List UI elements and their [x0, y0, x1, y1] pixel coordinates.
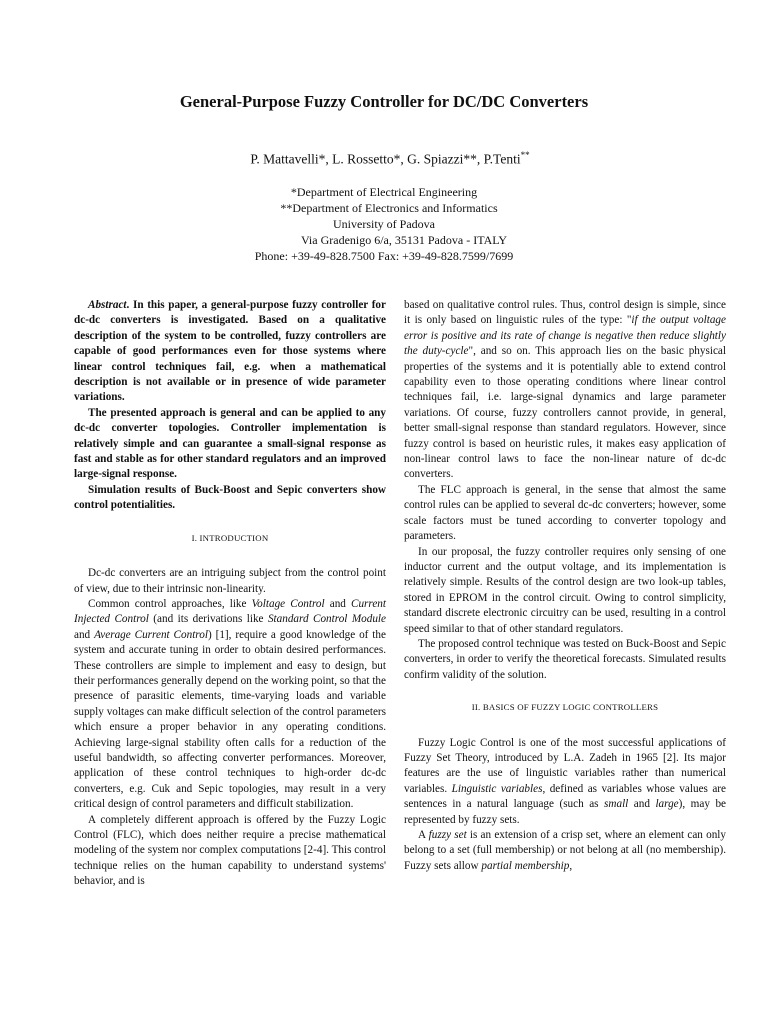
affiliation-line: *Department of Electrical Engineering — [290, 185, 478, 199]
left-column — [74, 298, 386, 890]
affiliation-line: Phone: +39-49-828.7500 Fax: +39-49-828.7599/7699 — [254, 249, 514, 263]
section-heading-introduction: I. INTRODUCTION — [191, 532, 269, 543]
abstract-paragraph: The presented approach is general and can be applied to any dc-dc converter topologies. Controller implementation is relatively simple and can guarantee a small-signal response as fast and stable as for other standard regulators and an improved large-signal response. — [74, 406, 386, 481]
body-paragraph: based on qualitative control rules. Thus, control design is simple, since it is only based on linguistic rules of the type: "if the output voltage error is positive and its rate of change is negative then reduce slightly the duty-cycle", and so on. This approach lies on the basic physical properties of the systems and it is potentially able to extend control capability even to those operating conditions where linear control techniques fail, i.e. large-signal dynamics and large parameter variations. Of course, fuzzy controllers cannot provide, in general, better small-signal response than standard regulators. However, since fuzzy control is based on heuristic rules, it makes easy application of non-linear control laws to face the non-linear nature of dc-dc converters. — [404, 299, 727, 481]
body-paragraph: A fuzzy set is an extension of a crisp set, where an element can only belong to a set (full membership) or not belong at all (no membership). Fuzzy sets allow partial membership, — [404, 829, 726, 872]
body-paragraph: Dc-dc converters are an intriguing subject from the control point of view, due to their intrinsic non-linearity. — [74, 567, 386, 595]
affiliation-line: Via Gradenigo 6/a, 35131 Padova - ITALY — [300, 233, 508, 247]
body-paragraph: The FLC approach is general, in the sense that almost the same control rules can be applied to several dc-dc converters; however, some scale factors must be tuned according to converter topology and parameters. — [404, 483, 726, 543]
right-column — [404, 298, 726, 874]
abstract — [74, 298, 386, 514]
paper-authors — [0, 150, 768, 168]
author-list: P. Mattavelli*, L. Rossetto*, G. Spiazzi**, P.Tenti — [250, 151, 521, 167]
body-paragraph: The proposed control technique was tested on Buck-Boost and Sepic converters, in order to verify the theoretical forecasts. Simulated results confirm validity of the solution. — [404, 637, 726, 681]
body-paragraph: In our proposal, the fuzzy controller requires only sensing of one inductor current and the output voltage, and its implementation is relatively simple. Results of the control design are two look-up tables, stored in EPROM in the control circuit. Owing to control simplicity, standard discrete electronic circuitry can be used, resulting in a control speed similar to that of other standard regulators. — [404, 545, 726, 635]
abstract-paragraph: Abstract. In this paper, a general-purpose fuzzy controller for dc-dc converters is investigated. Based on a qualitative description of the system to be controlled, fuzzy controllers are capable of good performances even for those systems where linear control techniques fail, e.g. when a mathematical description is not available or in presence of wide parameter variations. — [74, 299, 386, 404]
body-paragraph: A completely different approach is offered by the Fuzzy Logic Control (FLC), which does neither require a precise mathematical modeling of the system nor complex computations [2-4]. This control technique relies on the human capability to understand systems' behavior, and is — [74, 813, 386, 888]
author-superscript: ** — [520, 150, 530, 160]
body-paragraph: Common control approaches, like Voltage Control and Current Injected Control (and its derivations like Standard Control Module and Average Current Control) [1], require a good knowledge of the system and accurate tuning in order to obtain desired performances. These controllers are simple to implement and easy to design, but their performances generally depend on the working point, so that the presence of parasitic elements, time-varying loads and variable supply voltages can make difficult selection of the control parameters which ensure a proper behavior in any operating conditions. Achieving large-signal stability often calls for a reduction of the useful bandwidth, so affecting converter performances. Moreover, application of these control techniques to high-order dc-dc converters, e.g. Cuk and Sepic topologies, may result in a very critical design of control parameters and difficult stabilization. — [74, 597, 386, 811]
affiliation-line: **Department of Electronics and Informatics — [280, 201, 498, 215]
abstract-paragraph: Simulation results of Buck-Boost and Sepic converters show control potentialities. — [74, 483, 386, 512]
paper-title: General-Purpose Fuzzy Controller for DC/DC Converters — [179, 92, 589, 111]
section-heading-basics: II. BASICS OF FUZZY LOGIC CONTROLLERS — [471, 702, 659, 713]
abstract-label: Abstract — [88, 299, 127, 311]
affiliation-block — [0, 184, 768, 264]
affiliation-line: University of Padova — [333, 217, 435, 231]
body-paragraph: Fuzzy Logic Control is one of the most successful applications of Fuzzy Set Theory, introduced by L.A. Zadeh in 1965 [2]. Its major features are the use of linguistic variables rather than numerical variables. Linguistic variables, defined as variables whose values are sentences in a natural language (such as small and large), may be represented by fuzzy sets. — [404, 736, 727, 826]
